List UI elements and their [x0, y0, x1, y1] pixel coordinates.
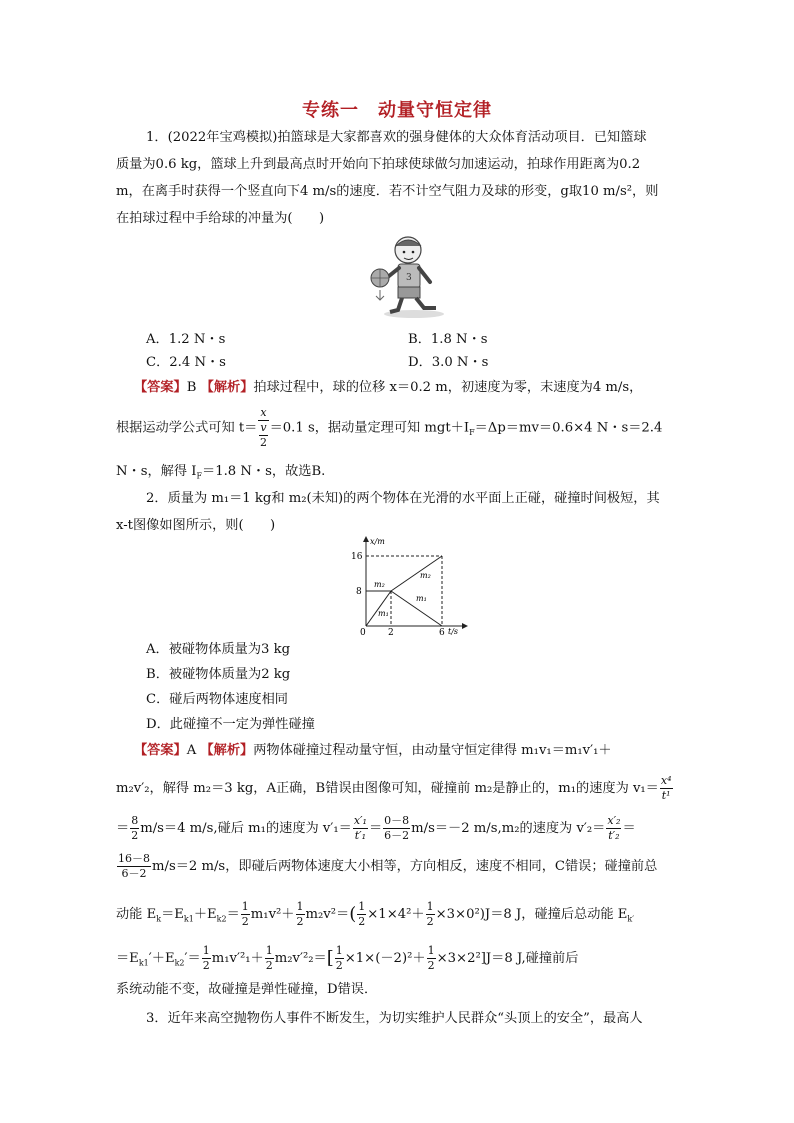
q2-answer: A	[186, 743, 197, 758]
svg-text:3: 3	[406, 273, 412, 283]
h1d: 2	[241, 915, 249, 928]
f-d3: t′₁	[354, 829, 367, 842]
xt-graph	[346, 536, 472, 636]
sub-f: F	[469, 428, 475, 438]
f-half-5	[202, 944, 211, 973]
q1-option-b: B．1.8 N・s	[408, 332, 488, 347]
q1-line2: 质量为0.6 kg，篮球上升到最高点时开始向下拍球使球做匀加速运动，拍球作用距离为0.2	[116, 157, 641, 172]
sub-f2: F	[196, 471, 203, 481]
tick-6: 6	[439, 628, 445, 636]
q2-line2: x-t图像如图所示，则( )	[116, 518, 276, 533]
f-d6: 6－2	[121, 867, 147, 880]
q2-s6a: ＝E	[116, 951, 139, 966]
q3-line1: 3．近年来高空抛物伤人事件不断发生，为切实维护人民群众“头顶上的安全”，最高人	[146, 1011, 643, 1026]
q2-s3b: m/s＝4 m/s,碰后 m₁的速度为 v′₁＝	[140, 821, 352, 836]
f-half-6	[265, 944, 274, 973]
f-n3: x′₁	[353, 814, 367, 827]
f-n6: 16－8	[118, 852, 150, 865]
h1n: 1	[241, 900, 249, 913]
q2-s3-line	[116, 814, 636, 843]
h6n: 1	[265, 944, 273, 957]
q2-s5b: ＝E	[161, 907, 184, 922]
h4d: 2	[426, 915, 434, 928]
sk: k	[156, 914, 162, 924]
q2-s2-line	[116, 774, 674, 803]
h2n: 1	[296, 900, 304, 913]
f-n2: 8	[131, 814, 139, 827]
h2d: 2	[296, 915, 304, 928]
tick-2: 2	[388, 628, 394, 636]
tick-0: 0	[360, 628, 366, 636]
q2-option-c: C．碰后两物体速度相同	[146, 692, 288, 707]
sk1: k1	[183, 914, 194, 924]
q1-line4: 在拍球过程中手给球的冲量为( )	[116, 211, 325, 226]
q1-line1: 1．(2022年宝鸡模拟)拍篮球是大家都喜欢的强身健体的大众体育活动项目．已知篮球	[146, 130, 647, 145]
q2-s3c: ＝	[368, 821, 383, 836]
q2-s5e: J＝8 J，碰撞后总动能 E	[484, 907, 628, 922]
q2-s6c: ′＝	[184, 951, 201, 966]
q2-option-a: A．被碰物体质量为3 kg	[146, 642, 291, 657]
q2-s6b: ′＋E	[148, 951, 175, 966]
h3n: 1	[358, 900, 366, 913]
f-n5: x′₂	[607, 814, 621, 827]
frac-xp1-tp1	[353, 814, 368, 843]
q1-option-a: A．1.2 N・s	[146, 332, 226, 347]
f-d4: 6－2	[384, 829, 410, 842]
q2-s4-line	[116, 852, 657, 881]
h5d: 2	[202, 959, 210, 972]
eq-small1: m₁v²＋	[250, 907, 295, 922]
tick-16: 16	[351, 552, 363, 562]
q2-option-b: B．被碰物体质量为2 kg	[146, 667, 291, 682]
label-m2-a: m₂	[374, 580, 385, 589]
frac-num: x	[260, 406, 267, 419]
fraction-x-over-v2	[258, 406, 268, 450]
q2-s7-line: 系统动能不变，故碰撞是弹性碰撞，D错误．	[116, 982, 378, 997]
h4n: 1	[426, 900, 434, 913]
m2-after	[391, 556, 442, 591]
q2-s5-line	[116, 900, 634, 930]
f-half-8	[427, 944, 436, 973]
q2-s5c: ＋E	[193, 907, 217, 922]
h8d: 2	[427, 959, 435, 972]
q2-answer-line	[134, 741, 612, 761]
frac-xp2-tp2	[606, 814, 621, 843]
eq-small2: m₂v²＝	[305, 907, 350, 922]
label-m2-b: m₂	[420, 571, 431, 580]
analysis-tag: 【解析】	[200, 380, 254, 395]
q1-answer-line	[134, 378, 642, 398]
f-d5: t′₂	[608, 829, 620, 842]
q2-s3d: m/s＝－2 m/s,m₂的速度为 v′₂＝	[411, 821, 606, 836]
bracket-open-2: [	[326, 947, 334, 969]
q2-s5d: ＝	[226, 907, 240, 922]
f-n4: 0－8	[384, 814, 410, 827]
q1-sol-line2	[116, 406, 662, 450]
sk2b: k2	[174, 958, 185, 968]
q1-line3: m，在离手时获得一个竖直向下4 m/s的速度．若不计空气阻力及球的形变，g取10 m/s²，则	[116, 184, 659, 199]
h7d: 2	[335, 959, 343, 972]
f-half-2	[296, 900, 305, 929]
q2-s3a: ＝	[116, 821, 130, 836]
bracket-open-1: (	[349, 903, 357, 925]
eq-sm3: m₁v′²₁＋	[211, 951, 264, 966]
tick-8: 8	[356, 587, 362, 597]
f-half-4	[426, 900, 435, 929]
eq-sm4: m₂v′²₂＝	[274, 951, 327, 966]
q1-sol2c: ＝Δp＝mv＝0.6×4 N・s＝2.4	[474, 420, 663, 436]
q1-sol-line3	[116, 462, 325, 487]
f-d2: 2	[131, 829, 139, 842]
f-d: t¹	[661, 789, 671, 802]
label-m1-b: m₁	[416, 594, 427, 603]
basketball-player-illustration	[366, 234, 456, 320]
sk2: k2	[216, 914, 227, 924]
frac-den	[258, 421, 268, 450]
skp: k′	[627, 914, 635, 924]
x-axis-arrow	[363, 536, 369, 542]
q2-s4: m/s＝2 m/s，即碰后两物体速度大小相等，方向相反，速度不相同，C错误；碰撞前总	[152, 859, 658, 874]
q2-s5a: 动能 E	[116, 907, 157, 922]
eq-br1a: ×1×4²＋	[367, 907, 425, 922]
h5n: 1	[202, 944, 210, 957]
q1-option-c: C．2.4 N・s	[146, 355, 226, 370]
f-half-1	[241, 900, 250, 929]
frac-0m8	[383, 814, 410, 843]
sk1b: k1	[138, 958, 149, 968]
f-half-3	[357, 900, 366, 929]
q2-s6d: J＝8 J,碰撞前后	[485, 951, 579, 966]
frac-168	[117, 852, 151, 881]
frac-8-2	[130, 814, 139, 843]
frac-x4-t1	[660, 774, 673, 803]
eq-br2b: ×3×2²]	[436, 951, 486, 966]
q2-line1: 2．质量为 m₁＝1 kg和 m₂(未知)的两个物体在光滑的水平面上正碰，碰撞时间极短，其	[146, 491, 660, 506]
x-axis-label: t/s	[448, 627, 459, 636]
h8n: 1	[427, 944, 435, 957]
f-n: x⁴	[660, 774, 672, 787]
q1-sol3: N・s，解得 I	[116, 464, 197, 479]
eq-br1b: ×3×0²)	[435, 907, 485, 922]
frac-den-2: 2	[259, 436, 267, 449]
h6d: 2	[265, 959, 273, 972]
q2-s2: m₂v′₂，解得 m₂＝3 kg，A正确，B错误由图像可知，碰撞前 m₂是静止的，m₁的速度为 v₁＝	[116, 781, 659, 796]
analysis-tag-2: 【解析】	[200, 743, 254, 758]
f-half-7	[335, 944, 344, 973]
q1-sol3b: ＝1.8 N・s，故选B.	[202, 464, 326, 479]
q1-sol2b: ＝0.1 s，据动量定理可知 mgt＋I	[269, 420, 470, 436]
q1-sol2a: 根据运动学公式可知 t＝	[116, 420, 258, 436]
q2-option-d: D．此碰撞不一定为弹性碰撞	[146, 717, 315, 732]
q2-s1: 两物体碰撞过程动量守恒，由动量守恒定律得 m₁v₁＝m₁v′₁＋	[253, 743, 612, 758]
q1-option-d: D．3.0 N・s	[408, 355, 489, 370]
y-axis-label: x/m	[370, 537, 385, 546]
label-m1-a: m₁	[378, 609, 389, 618]
q1-sol1: 拍球过程中，球的位移 x＝0.2 m，初速度为零，末速度为4 m/s，	[253, 380, 643, 395]
eq-br2a: ×1×(－2)²＋	[344, 951, 426, 966]
q1-answer: B	[186, 380, 197, 395]
h3d: 2	[358, 915, 366, 928]
answer-tag: 【答案】	[134, 380, 187, 395]
frac-num-v: v	[260, 421, 267, 434]
q2-s6-line	[116, 944, 578, 974]
q2-s3e: ＝	[622, 821, 636, 836]
t-axis-arrow	[462, 623, 468, 629]
page-title: 专练一 动量守恒定律	[302, 100, 492, 121]
h7n: 1	[335, 944, 343, 957]
answer-tag-2: 【答案】	[134, 743, 187, 758]
